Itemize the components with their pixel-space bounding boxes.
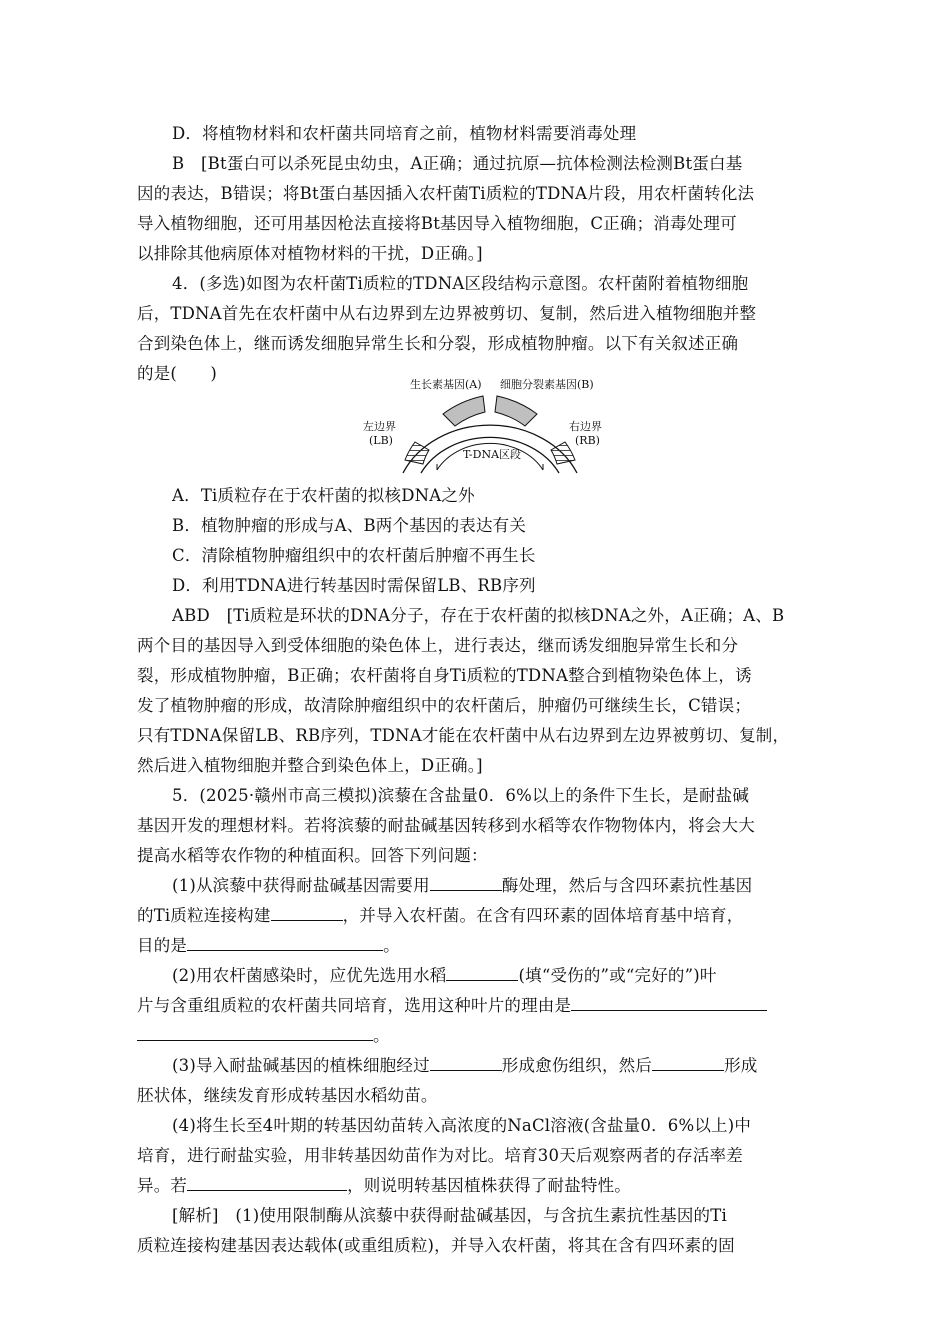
fill-blank [271, 906, 343, 921]
q5-part3: 胚状体，继续发育形成转基因水稻幼苗。 [137, 1086, 438, 1105]
q5-part2-text: 。 [373, 1026, 390, 1045]
question-4-text: 后，TDNA首先在农杆菌中从右边界到左边界被剪切、复制，然后进入植物细胞并整 [137, 304, 757, 323]
tdna-diagram [355, 378, 615, 488]
q5-part2-text: 片与含重组质粒的农杆菌共同培育，选用这种叶片的理由是 [137, 996, 572, 1015]
question-4-text: 4．(多选)如图为农杆菌Ti质粒的TDNA区段结构示意图。农杆菌附着植物细胞 [172, 274, 749, 293]
q5-part3-text: (3)导入耐盐碱基因的植株细胞经过 [172, 1056, 430, 1075]
answer-explanation: 裂，形成植物肿瘤，B正确；农杆菌将自身Ti质粒的TDNA整合到植物染色体上，诱 [137, 666, 752, 685]
analysis-text: [解析] (1)使用限制酶从滨藜中获得耐盐碱基因，与含抗生素抗性基因的Ti [172, 1206, 727, 1225]
question-5-text: 基因开发的理想材料。若将滨藜的耐盐碱基因转移到水稻等农作物物体内，将会大大 [137, 816, 755, 835]
fill-blank [446, 966, 518, 981]
answer-text: B [Bt蛋白可以杀死昆虫幼虫，A正确；通过抗原—抗体检测法检测Bt蛋白基 [172, 154, 743, 173]
fill-blank [430, 876, 502, 891]
option-c: C．清除植物肿瘤组织中的农杆菌后肿瘤不再生长 [172, 546, 536, 565]
q5-part1-text: (1)从滨藜中获得耐盐碱基因需要用 [172, 876, 430, 895]
analysis-text: 质粒连接构建基因表达载体(或重组质粒)，并导入农杆菌，将其在含有四环素的固 [137, 1236, 735, 1255]
option-a: A．Ti质粒存在于农杆菌的拟核DNA之外 [172, 486, 475, 505]
gene-a-label: 生长素基因(A) [410, 378, 482, 391]
q5-part4-text: 异。若 [137, 1176, 188, 1195]
right-border-segment [551, 442, 575, 464]
tdna-diagram-svg [355, 378, 615, 478]
q5-part4: 培育，进行耐盐实验，用非转基因幼苗作为对比。培育30天后观察两者的存活率差 [137, 1146, 743, 1165]
q5-part4 [137, 1176, 817, 1196]
q5-part1 [172, 876, 852, 896]
question-4-text: 的是( ) [137, 364, 218, 383]
answer-explanation: 只有TDNA保留LB、RB序列，TDNA才能在农杆菌中从右边界到左边界被剪切、复制， [137, 726, 790, 745]
gene-b-segment [495, 396, 537, 426]
fill-blank [187, 936, 383, 951]
left-border-abbr: (LB) [369, 434, 393, 447]
tdna-label: T-DNA区段 [463, 448, 522, 461]
answer-text: 因的表达，B错误；将Bt蛋白基因插入农杆菌Ti质粒的TDNA片段，用农杆菌转化法 [137, 184, 755, 203]
q5-part2 [172, 966, 852, 986]
answer-explanation: ABD [Ti质粒是环状的DNA分子，存在于农杆菌的拟核DNA之外，A正确；A、B [172, 606, 785, 625]
option-d-prev: D．将植物材料和农杆菌共同培育之前，植物材料需要消毒处理 [172, 124, 637, 143]
question-4-text: 合到染色体上，继而诱发细胞异常生长和分裂，形成植物肿瘤。以下有关叙述正确 [137, 334, 739, 353]
q5-part1 [137, 906, 817, 926]
fill-blank [430, 1056, 502, 1071]
q5-part1-text: ，并导入农杆菌。在含有四环素的固体培育基中培育， [342, 906, 744, 925]
answer-text: 导入植物细胞，还可用基因枪法直接将Bt基因导入植物细胞，C正确；消毒处理可 [137, 214, 737, 233]
left-border-segment [405, 442, 429, 464]
right-border-abbr: (RB) [575, 434, 600, 447]
option-d: D．利用TDNA进行转基因时需保留LB、RB序列 [172, 576, 536, 595]
fill-blank [571, 996, 767, 1011]
q5-part2 [137, 996, 817, 1016]
q5-part2-text: (2)用农杆菌感染时，应优先选用水稻 [172, 966, 447, 985]
q5-part1-text: 目的是 [137, 936, 188, 955]
q5-part3-text: 形成愈伤组织，然后 [501, 1056, 653, 1075]
q5-part4: (4)将生长至4叶期的转基因幼苗转入高浓度的NaCl溶液(含盐量0．6%以上)中 [172, 1116, 752, 1135]
question-5-text: 5．(2025·赣州市高三模拟)滨藜在含盐量0．6%以上的条件下生长，是耐盐碱 [172, 786, 750, 805]
q5-part1-text: 。 [383, 936, 400, 955]
answer-text: 以排除其他病原体对植物材料的干扰，D正确。] [137, 244, 483, 263]
option-b: B．植物肿瘤的形成与A、B两个基因的表达有关 [172, 516, 527, 535]
left-border-label: 左边界 [363, 420, 396, 433]
right-border-label: 右边界 [569, 420, 602, 433]
fill-blank [652, 1056, 724, 1071]
q5-part2-text: (填“受伤的”或“完好的”)叶 [518, 966, 717, 985]
q5-part4-text: ，则说明转基因植株获得了耐盐特性。 [347, 1176, 632, 1195]
q5-part3 [172, 1056, 852, 1076]
gene-b-label: 细胞分裂素基因(B) [500, 378, 594, 391]
q5-part1-text: 的Ti质粒连接构建 [137, 906, 271, 925]
q5-part1 [137, 936, 817, 956]
gene-a-segment [443, 396, 485, 426]
answer-explanation: 然后进入植物细胞并整合到染色体上，D正确。] [137, 756, 483, 775]
answer-explanation: 发了植物肿瘤的形成，故清除肿瘤组织中的农杆菌后，肿瘤仍可继续生长，C错误； [137, 696, 752, 715]
answer-explanation: 两个目的基因导入到受体细胞的染色体上，进行表达，继而诱发细胞异常生长和分 [137, 636, 739, 655]
q5-part1-text: 酶处理，然后与含四环素抗性基因 [501, 876, 753, 895]
fill-blank [137, 1026, 373, 1041]
q5-part3-text: 形成 [724, 1056, 758, 1075]
fill-blank [187, 1176, 347, 1191]
question-5-text: 提高水稻等农作物的种植面积。回答下列问题： [137, 846, 488, 865]
q5-part2 [137, 1026, 817, 1046]
